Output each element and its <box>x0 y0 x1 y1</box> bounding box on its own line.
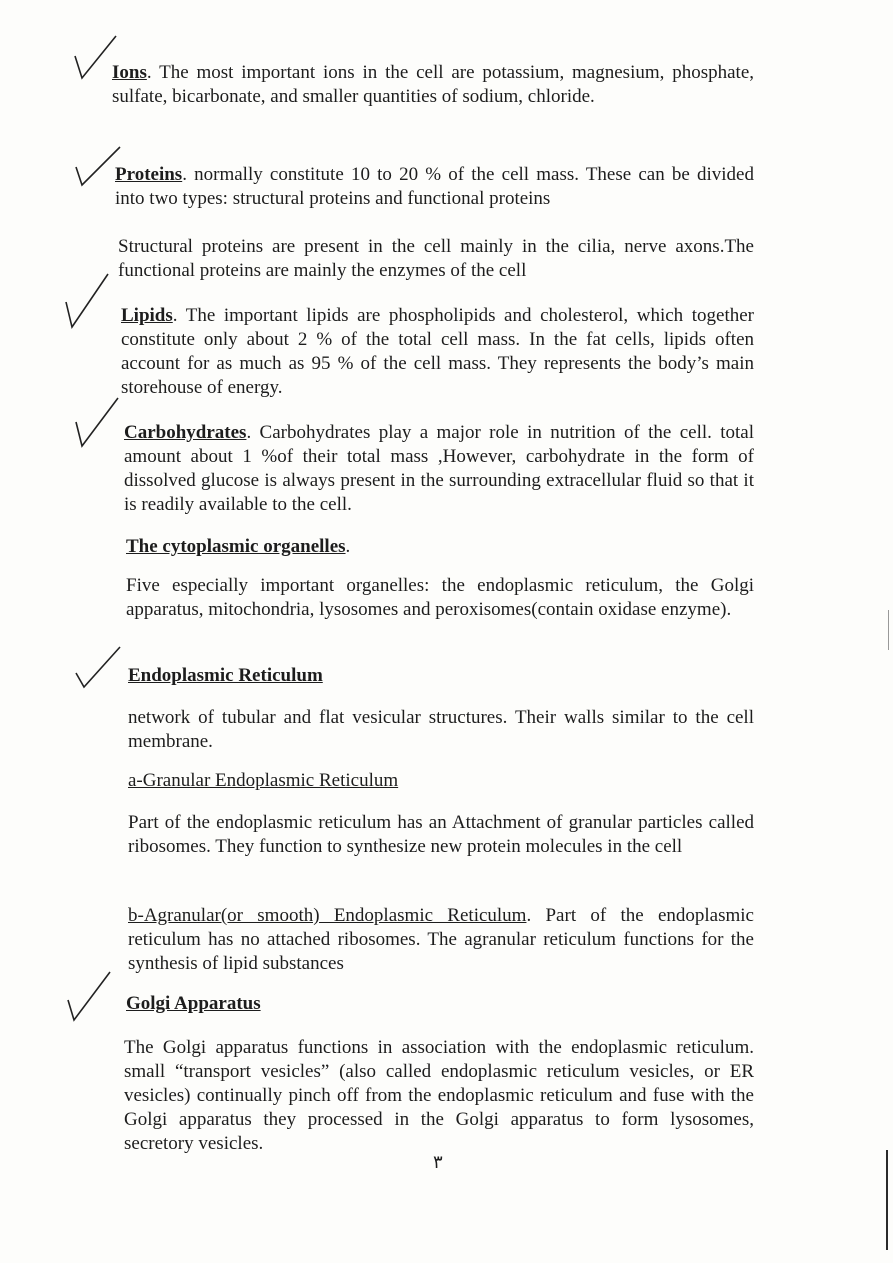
handwritten-check-icon <box>74 645 124 690</box>
lipids-text: . The important lipids are phospholipids and cholesterol, which together constitute only about 2 % of the total cell mass. In the fat cells, lipids often account for as much as 95 % of the cell mass. They represents the body’s main storehouse of energy. <box>121 305 754 398</box>
granular-heading-block <box>128 769 628 793</box>
carbohydrates-paragraph <box>124 421 754 517</box>
ions-text: . The most important ions in the cell are potassium, magnesium, phosphate, sulfate, bicarbonate, and smaller quantities of sodium, chloride. <box>112 62 754 107</box>
golgi-paragraph <box>124 1036 754 1156</box>
organelles-heading-suffix: . <box>345 536 351 557</box>
scan-edge-line <box>888 610 889 650</box>
organelles-heading: The cytoplasmic organelles <box>126 536 346 557</box>
agranular-text: . Part of the endoplasmic reticulum has no attached ribosomes. The agranular reticulum functions for the synthesis of lipid substances <box>128 905 754 974</box>
proteins-paragraph <box>115 163 754 211</box>
scan-edge-line <box>886 1150 888 1250</box>
granular-paragraph <box>128 811 754 859</box>
proteins-heading: Proteins <box>115 164 183 185</box>
ions-heading: Ions <box>112 62 147 83</box>
er-text: network of tubular and flat vesicular structures. Their walls similar to the cell membrane. <box>128 707 754 752</box>
agranular-paragraph <box>128 904 754 976</box>
carbohydrates-text: . Carbohydrates play a major role in nutrition of the cell. total amount about 1 %of their total mass ,However, carbohydrate in the form of dissolved glucose is always present in the surrounding extracellular fluid so that it is readily available to the cell. <box>124 422 754 515</box>
er-heading: Endoplasmic Reticulum <box>128 665 323 686</box>
organelles-paragraph <box>126 574 754 622</box>
handwritten-check-icon <box>64 272 114 332</box>
organelles-heading-block <box>126 535 626 559</box>
proteins-detail-paragraph <box>118 235 754 283</box>
lipids-heading: Lipids <box>121 305 173 326</box>
carbohydrates-heading: Carbohydrates <box>124 422 247 443</box>
granular-text: Part of the endoplasmic reticulum has an Attachment of granular particles called ribosomes. They function to synthesize new protein molecules in the cell <box>128 812 754 857</box>
golgi-text: The Golgi apparatus functions in association with the endoplasmic reticulum. small “transport vesicles” (also called endoplasmic reticulum vesicles, or ER vesicles) continually pinch off from the endoplasmic reticulum and fuse with the Golgi apparatus they processed in the Golgi apparatus to form lysosomes, secretory vesicles. <box>124 1037 754 1154</box>
organelles-text: Five especially important organelles: the endoplasmic reticulum, the Golgi apparatus, mitochondria, lysosomes and peroxisomes(contain oxidase enzyme). <box>126 575 754 620</box>
handwritten-check-icon <box>74 396 124 451</box>
er-heading-block <box>128 664 528 688</box>
golgi-heading: Golgi Apparatus <box>126 993 261 1014</box>
proteins-text: . normally constitute 10 to 20 % of the cell mass. These can be divided into two types: structural proteins and functional proteins <box>115 164 754 209</box>
er-paragraph <box>128 706 754 754</box>
golgi-heading-block <box>126 992 526 1016</box>
ions-paragraph <box>112 61 754 109</box>
handwritten-check-icon <box>66 970 116 1025</box>
lipids-paragraph <box>121 304 754 400</box>
agranular-heading: b-Agranular(or smooth) Endoplasmic Reticulum <box>128 905 527 926</box>
proteins-detail-text: Structural proteins are present in the cell mainly in the cilia, nerve axons.The functional proteins are mainly the enzymes of the cell <box>118 236 754 281</box>
granular-heading: a-Granular Endoplasmic Reticulum <box>128 770 399 791</box>
page-number: ٣ <box>433 1152 443 1173</box>
